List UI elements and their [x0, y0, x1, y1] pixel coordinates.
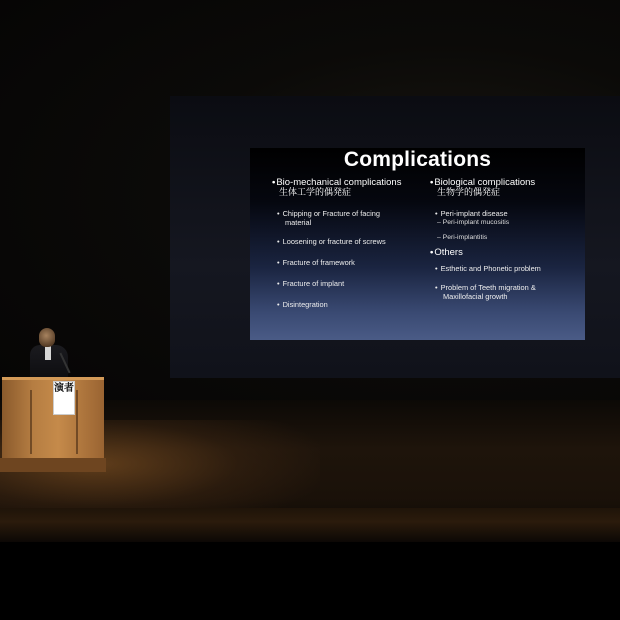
- list-item-continuation: material: [285, 218, 312, 227]
- list-item: • Loosening or fracture of screws: [277, 237, 386, 246]
- others-heading: •Others: [430, 247, 463, 258]
- dash-icon: –: [437, 234, 441, 241]
- bullet-icon: •: [277, 258, 280, 267]
- podium-sign: 演者: [53, 381, 75, 415]
- bullet-icon: •: [272, 177, 276, 188]
- list-item: • Peri-implant disease: [435, 209, 508, 218]
- bullet-icon: •: [277, 279, 280, 288]
- podium-panel-line: [76, 390, 78, 454]
- stage-edge: [0, 508, 620, 542]
- bottom-letterbox: [0, 542, 620, 620]
- right-column: [430, 178, 582, 301]
- speaker-head: [39, 328, 55, 347]
- list-item: • Disintegration: [277, 300, 328, 309]
- list-item: • Fracture of framework: [277, 258, 355, 267]
- left-column: [272, 178, 437, 309]
- left-heading-jp: 生体工学的偶発症: [279, 188, 352, 198]
- podium-panel-line: [30, 390, 32, 454]
- left-heading: •Bio-mechanical complications: [272, 177, 402, 188]
- dash-icon: –: [437, 219, 441, 226]
- bullet-icon: •: [435, 209, 438, 218]
- bullet-icon: •: [435, 283, 438, 292]
- podium-base: [0, 458, 106, 472]
- bullet-icon: •: [277, 209, 280, 218]
- right-heading-jp: 生物学的偶発症: [437, 188, 501, 198]
- presentation-slide: [250, 148, 585, 340]
- speaker-shirt: [45, 346, 51, 360]
- slide-title: Complications: [343, 148, 492, 171]
- sub-list-item: – Peri-implantitis: [437, 234, 488, 241]
- bullet-icon: •: [430, 177, 434, 188]
- list-item: • Chipping or Fracture of facing: [277, 209, 380, 218]
- sub-list-item: – Peri-implant mucositis: [437, 219, 510, 226]
- list-item-continuation: Maxillofacial growth: [443, 292, 508, 301]
- bullet-icon: •: [435, 264, 438, 273]
- bullet-icon: •: [430, 247, 434, 258]
- list-item: • Fracture of implant: [277, 279, 345, 288]
- right-heading: •Biological complications: [430, 177, 536, 188]
- bullet-icon: •: [277, 237, 280, 246]
- list-item: • Esthetic and Phonetic problem: [435, 264, 541, 273]
- list-item: • Problem of Teeth migration &: [435, 283, 536, 292]
- bullet-icon: •: [277, 300, 280, 309]
